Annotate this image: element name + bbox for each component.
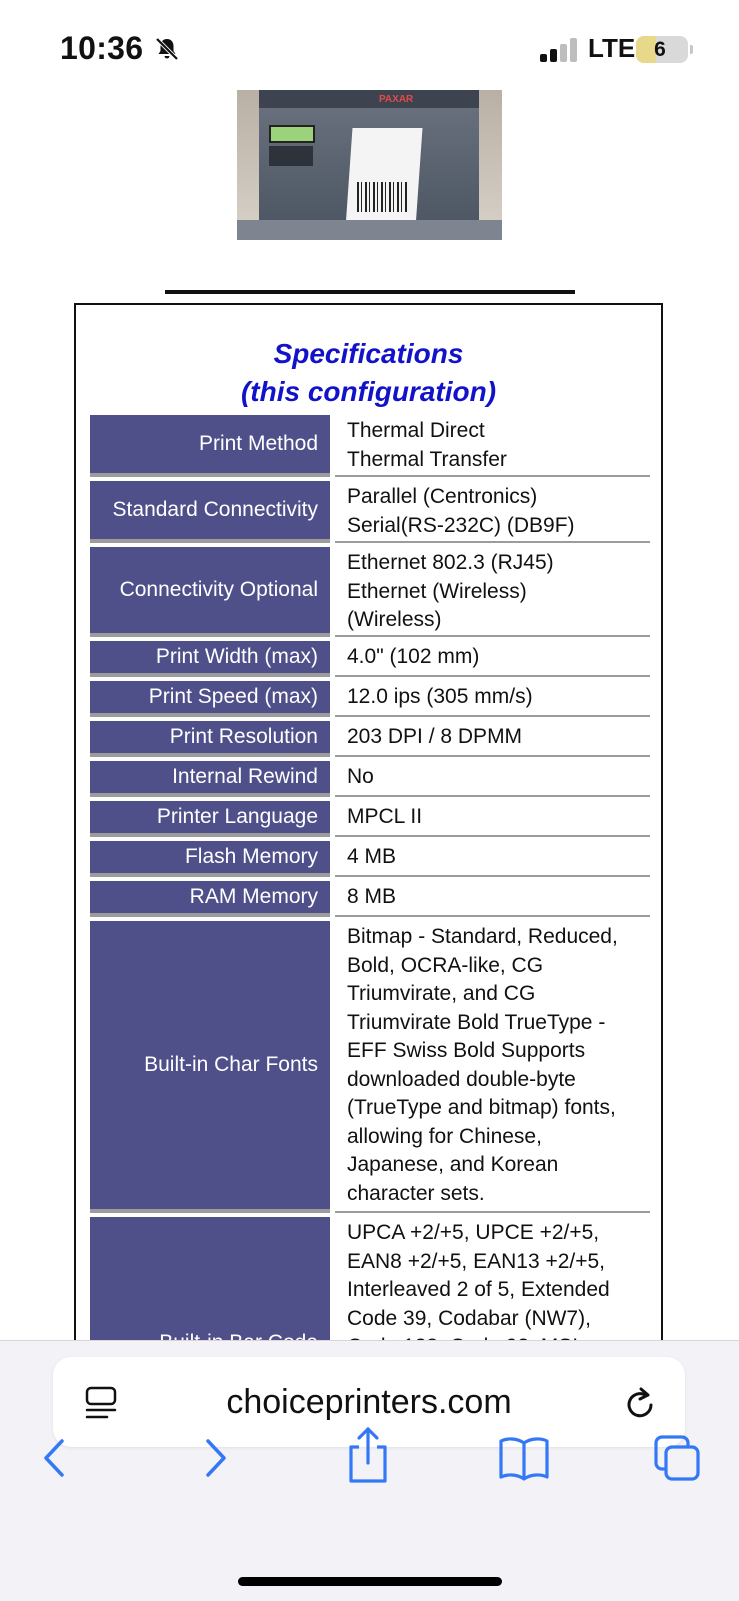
product-image <box>237 90 502 240</box>
carrier-label: LTE <box>588 33 636 63</box>
silent-bell-icon <box>154 36 180 62</box>
tabs-icon[interactable] <box>652 1433 702 1483</box>
spec-row-ram-memory <box>90 881 650 917</box>
spec-label: Flash Memory <box>90 841 330 877</box>
spec-row-flash-memory <box>90 841 650 877</box>
spec-value: Thermal Direct Thermal Transfer <box>335 415 650 477</box>
spec-label: Connectivity Optional <box>90 547 330 637</box>
spec-value: MPCL II <box>335 801 650 837</box>
horizontal-rule <box>165 290 575 294</box>
spec-label: Print Width (max) <box>90 641 330 677</box>
spec-value: UPCA +2/+5, UPCE +2/+5, EAN8 +2/+5, EAN13 +2/+5, Interleaved 2 of 5, Extended Code 39, Codabar (NW7), <box>347 1221 610 1330</box>
specs-title-line1: Specifications <box>273 338 464 369</box>
spec-label: Print Method <box>90 415 330 477</box>
bookmarks-icon[interactable] <box>497 1433 551 1483</box>
spec-row-connectivity-optional <box>90 547 650 637</box>
spec-row-internal-rewind <box>90 761 650 797</box>
reload-icon[interactable] <box>621 1383 659 1423</box>
spec-value: 4 MB <box>335 841 650 877</box>
forward-chevron-icon[interactable] <box>190 1433 240 1483</box>
spec-row-printer-language <box>90 801 650 837</box>
spec-value: 203 DPI / 8 DPMM <box>335 721 650 757</box>
spec-row-print-method <box>90 415 650 477</box>
spec-value: 8 MB <box>335 881 650 917</box>
spec-value: Parallel (Centronics) Serial(RS-232C) (DB9F) <box>335 481 650 543</box>
spec-row-print-width <box>90 641 650 677</box>
specs-table <box>74 303 663 1403</box>
browser-toolbar <box>0 1340 739 1601</box>
spec-value: 4.0" (102 mm) <box>335 641 650 677</box>
spec-value: Bitmap - Standard, Reduced, Bold, OCRA-like, CG Triumvirate, and CG Triumvirate Bold TrueType - EFF Swiss Bold Supports downloaded double-byte (TrueType and bitmap) fonts, allowing for Chinese, Japanese, and Korean character sets. <box>335 921 650 1213</box>
spec-label: Standard Connectivity <box>90 481 330 543</box>
share-icon[interactable] <box>343 1425 393 1485</box>
specs-title <box>76 335 661 411</box>
spec-row-standard-connectivity <box>90 481 650 543</box>
status-time: 10:36 <box>60 30 144 66</box>
spec-label: Printer Language <box>90 801 330 837</box>
battery-icon <box>636 36 688 63</box>
spec-label: Print Speed (max) <box>90 681 330 717</box>
spec-row-print-speed <box>90 681 650 717</box>
home-indicator[interactable] <box>238 1577 502 1586</box>
spec-value: 12.0 ips (305 mm/s) <box>335 681 650 717</box>
status-bar <box>0 0 739 90</box>
cellular-signal-icon <box>540 38 578 62</box>
brand-logo: PAXAR <box>379 94 414 105</box>
spec-label: RAM Memory <box>90 881 330 917</box>
specs-title-line2: (this configuration) <box>240 376 497 407</box>
spec-label: Built-in Char Fonts <box>90 921 330 1213</box>
spec-value: Ethernet 802.3 (RJ45) Ethernet (Wireless) (Wireless) <box>335 547 650 637</box>
spec-row-built-in-char-fonts <box>90 921 650 1213</box>
back-chevron-icon[interactable] <box>30 1433 80 1483</box>
spec-label: Print Resolution <box>90 721 330 757</box>
spec-value: No <box>335 761 650 797</box>
url-text[interactable]: choiceprinters.com <box>226 1383 512 1421</box>
spec-label: Internal Rewind <box>90 761 330 797</box>
battery-level: 6 <box>654 38 666 61</box>
spec-row-print-resolution <box>90 721 650 757</box>
